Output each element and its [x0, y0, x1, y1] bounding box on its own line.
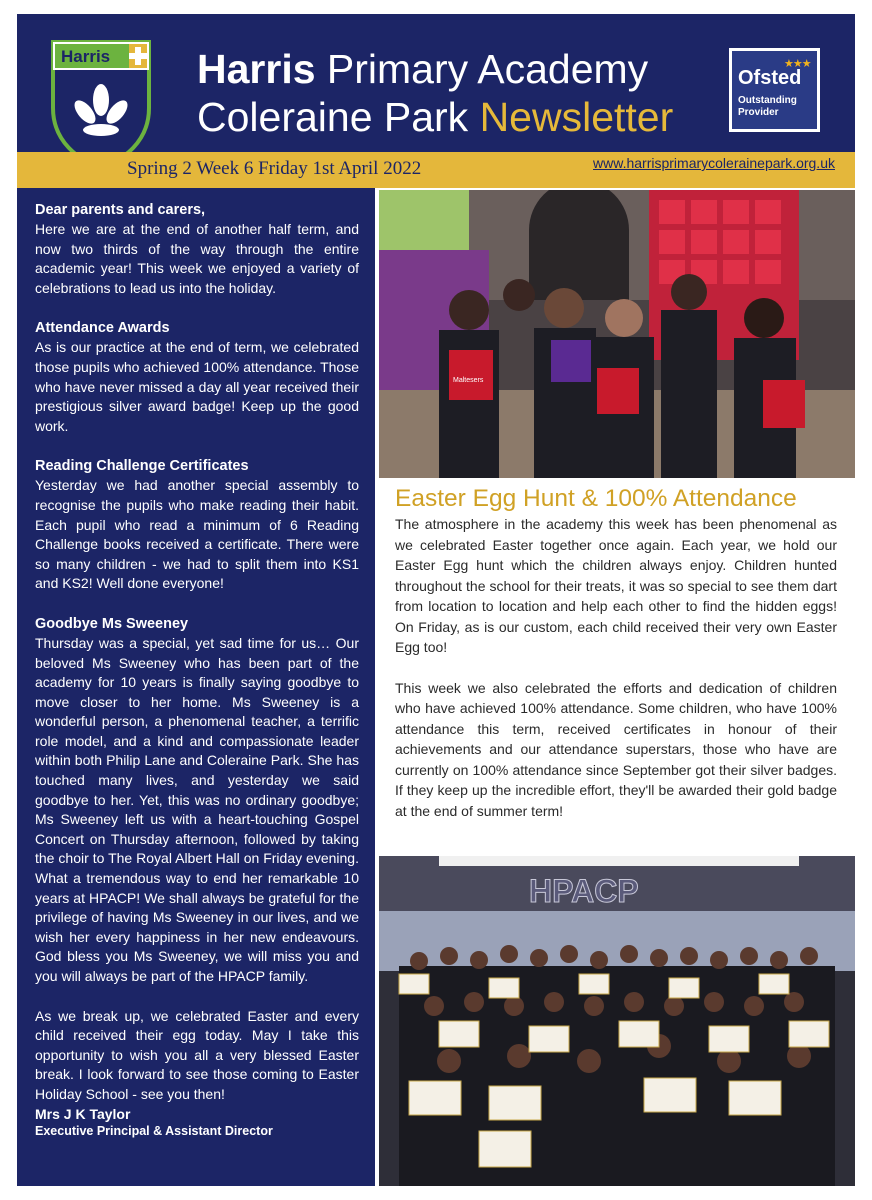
ofsted-rating: Outstanding Provider	[738, 95, 797, 118]
article-paragraph-1: The atmosphere in the academy this week has been phenomenal as we celebrated Easter together once again. Each year, we hold our Easter Egg hunt which the children always enjoy. Children hunted throughout the school for their treats, it was so special to see them dart from location to location and help each other to find the hidden eggs! On Friday, as is our custom, each child received their very own Easter Egg too!	[395, 516, 837, 655]
attendance-heading: Attendance Awards	[35, 320, 170, 337]
ofsted-brand: Ofsted	[738, 67, 802, 89]
principal-letter	[17, 188, 375, 1186]
easter-egg-photo	[379, 190, 855, 478]
article-paragraph-2: This week we also celebrated the efforts and dedication of children who have achieved 100% attendance. Some children, who have 100% attendance this term, received certificates in honour of their achievements and our attendance superstars, those who have are currently on 100% attendance since September got their silver badges. If they keep up the incredible effort, they'll be awarded their gold badge at the end of summer term!	[395, 679, 837, 819]
issue-date: Spring 2 Week 6 Friday 1st April 2022	[127, 158, 422, 179]
masthead	[17, 14, 855, 152]
date-bar	[17, 152, 855, 188]
newsletter-title-line-2	[197, 95, 673, 139]
article-title: Easter Egg Hunt & 100% Attendance	[395, 485, 797, 512]
goodbye-text: Thursday was a special, yet sad time for us… Our beloved Ms Sweeney who has been part of the academy for 10 years is finally saying goodbye to move closer to her home. Ms Sweeney is a wonderful person, a phenomenal teacher, a terrific role model, and a kind and compassionate leader within both Philip Lane and Coleraine Park. She has touched many lives, and yesterday we said goodbye to her. Yet, this was no ordinary goodbye; Ms Sweeney left us with a heart-touching Gospel Concert on Thursday afternoon, followed by taking the choir to The Royal Albert Hall on Friday evening. What a tremendous way to end her remarkable 10 years at HPACP! We shall always be grateful for the privilege of having Ms Sweeney in our lives, and we wish her every happiness in her new endeavours. God bless you Ms Sweeney, we will miss you and you will always be part of the HPACP family.	[35, 634, 359, 984]
easter-photo-illustration	[379, 190, 855, 478]
attendance-text: As is our practice at the end of term, we celebrated those pupils who achieved 100% attendance. Those who have never missed a day all year received their prestigious silver award badge! Keep up the good work.	[35, 339, 359, 434]
reading-text: Yesterday we had another special assembly to recognise the pupils who make reading their habit. Each pupil who read a minimum of 6 Reading Challenge books received a certificate. There were so many children - we had to split them into KS1 and KS2! Well done everyone!	[35, 477, 359, 592]
goodbye-heading: Goodbye Ms Sweeney	[35, 615, 189, 632]
title-bold: Harris	[197, 46, 316, 92]
newsletter-page	[17, 14, 855, 1186]
signature-role: Executive Principal & Assistant Director	[35, 1123, 273, 1138]
hall-photo-illustration	[379, 856, 855, 1186]
letter-greeting: Dear parents and carers,	[35, 202, 206, 218]
ofsted-badge	[729, 48, 820, 132]
easter-article	[379, 478, 855, 856]
title-rest: Primary Academy	[315, 46, 649, 92]
title-school: Coleraine Park	[197, 94, 480, 140]
closing-text: As we break up, we celebrated Easter and every child received their egg today. May I take this opportunity to wish you all a very blessed Easter break. I look forward to see those coming to Easter Holiday School - see you then!	[35, 1007, 359, 1102]
reading-heading: Reading Challenge Certificates	[35, 458, 249, 475]
harris-crest-logo	[49, 38, 153, 170]
certificates-group-photo	[379, 856, 855, 1186]
ofsted-stars-icon: ★★★	[784, 58, 811, 70]
title-newsletter: Newsletter	[479, 94, 674, 140]
crest-text: Harris	[61, 47, 111, 66]
letter-intro: Here we are at the end of another half term, and now two thirds of the way through the entire academic year! This week we enjoyed a variety of celebrations to lead us into the holiday.	[35, 221, 359, 296]
signature-name: Mrs J K Taylor	[35, 1105, 131, 1122]
egg-box-label: Maltesers	[453, 377, 484, 384]
newsletter-title-line-1	[197, 47, 648, 91]
hall-banner: HPACP	[529, 873, 639, 909]
website-link[interactable]: www.harrisprimarycolerainepark.org.uk	[593, 155, 835, 171]
